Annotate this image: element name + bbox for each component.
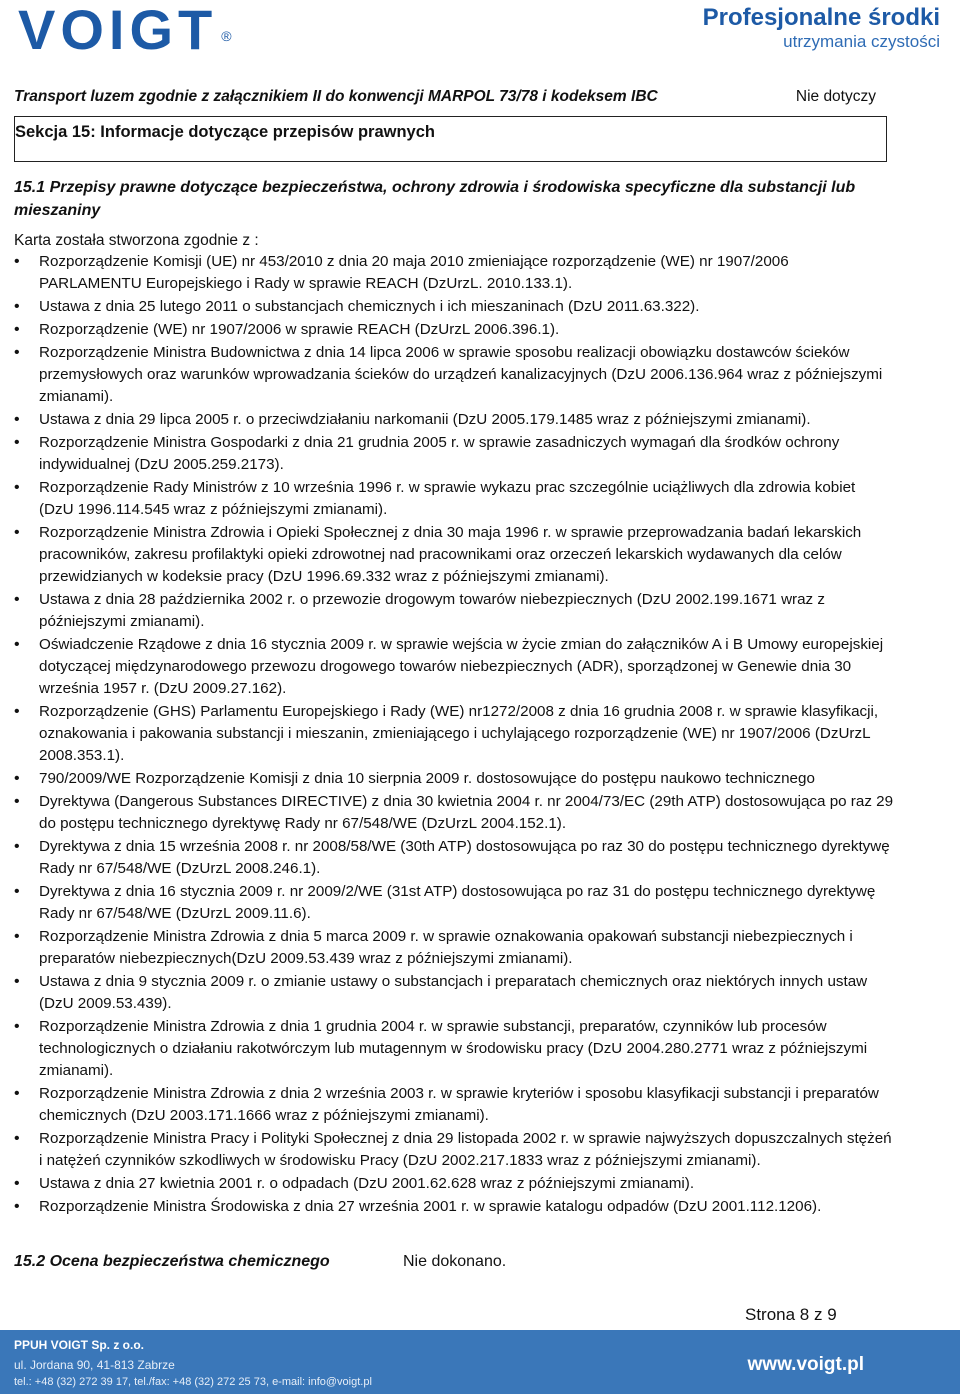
- footer-company: PPUH VOIGT Sp. z o.o.: [14, 1338, 145, 1352]
- transport-value: Nie dotyczy: [795, 88, 876, 105]
- list-item: • Ustawa z dnia 29 lipca 2005 r. o przeciwdziałaniu narkomanii (DzU 2005.179.1485 wraz z późniejszymi zmianami).: [14, 409, 894, 431]
- section-15-title: Sekcja 15: Informacje dotyczące przepisów prawnych: [15, 123, 435, 141]
- document-footer: [0, 1330, 960, 1394]
- footer-address: ul. Jordana 90, 41-813 Zabrze: [14, 1358, 175, 1372]
- logo-text: VOIGT: [18, 0, 218, 61]
- list-item: • Rozporządzenie Ministra Gospodarki z dnia 21 grudnia 2005 r. w sprawie zasadniczych wymagań dla środków ochrony indywidualnej (DzU 2005.259.2173).: [14, 432, 894, 476]
- subsection-15-2: [14, 1253, 507, 1271]
- list-item: • Rozporządzenie Ministra Środowiska z dnia 27 września 2001 r. w sprawie katalogu odpadów (DzU 2001.112.1206).: [14, 1196, 894, 1218]
- list-item: • Oświadczenie Rządowe z dnia 16 stycznia 2009 r. w sprawie wejścia w życie zmian do załączników A i B Umowy europejskiej dotyczącej międzynarodowego przewozu drogowego towarów niebezpiecznych (ADR), sporządzonej w Genewie dnia 30 września 1957 r. (DzU 2009.27.162).: [14, 634, 894, 700]
- list-item: • Dyrektywa (Dangerous Substances DIRECTIVE) z dnia 30 kwietnia 2004 r. nr 2004/73/EC (29th ATP) dostosowująca po raz 29 do postępu technicznego dyrektywę Rady nr 67/548/WE (DzUrzL 2004.152.1).: [14, 791, 894, 835]
- list-item: • Dyrektywa z dnia 16 stycznia 2009 r. nr 2009/2/WE (31st ATP) dostosowująca po raz 31 do postępu technicznego dyrektywę Rady nr 67/548/WE (DzUrzL 2009.11.6).: [14, 881, 894, 925]
- footer-website-link[interactable]: www.voigt.pl: [747, 1354, 864, 1375]
- header-slogan: [703, 4, 940, 52]
- registered-mark: ®: [221, 28, 232, 44]
- list-item: • Rozporządzenie Rady Ministrów z 10 września 1996 r. w sprawie wykazu prac szczególnie uciążliwych dla zdrowia kobiet (DzU 1996.114.545 wraz z późniejszymi zmianami).: [14, 477, 894, 521]
- list-item: • Ustawa z dnia 9 stycznia 2009 r. o zmianie ustawy o substancjach i preparatach chemicznych oraz niektórych innych ustaw (DzU 2009.53.439).: [14, 971, 894, 1015]
- list-item: • Rozporządzenie Ministra Budownictwa z dnia 14 lipca 2006 w sprawie sposobu realizacji obowiązku dostawców ścieków przemysłowych oraz warunków wprowadzania ścieków do urządzeń kanalizacyjnych (DzU 2006.136.964 wraz z późniejszymi zmianami).: [14, 342, 894, 408]
- list-item: • Rozporządzenie Ministra Pracy i Polityki Społecznej z dnia 29 listopada 2002 r. w sprawie najwyższych dopuszczalnych stężeń i natężeń czynników szkodliwych w środowisku Pracy (DzU 2002.217.1833 wraz z późniejszymi zmianami).: [14, 1128, 894, 1172]
- list-item: • Rozporządzenie Ministra Zdrowia z dnia 2 września 2003 r. w sprawie kryteriów i sposobu klasyfikacji substancji i preparatów chemicznych (DzU 2003.171.1666 wraz z późniejszymi zmianami).: [14, 1083, 894, 1127]
- intro-text: Karta została stworzona zgodnie z :: [14, 232, 259, 249]
- list-item: • 790/2009/WE Rozporządzenie Komisji z dnia 10 sierpnia 2009 r. dostosowujące do postępu naukowo technicznego: [14, 768, 894, 790]
- subsection-15-2-value: Nie dokonano.: [403, 1253, 507, 1270]
- list-item: • Rozporządzenie Ministra Zdrowia i Opieki Społecznej z dnia 30 maja 1996 r. w sprawie przeprowadzania badań lekarskich pracowników, zakresu profilaktyki opieki zdrowotnej nad pracownikami oraz orzeczeń lekarskich wydawanych dla celów przewidzianych w kodeksie pracy (DzU 1996.69.332 wraz z późniejszymi zmianami).: [14, 522, 894, 588]
- list-item: • Rozporządzenie Komisji (UE) nr 453/2010 z dnia 20 maja 2010 zmieniające rozporządzenie (WE) nr 1907/2006 PARLAMENTU Europejskiego i Rady w sprawie REACH (DzUrzL. 2010.133.1).: [14, 251, 894, 295]
- list-item: • Rozporządzenie (GHS) Parlamentu Europejskiego i Rady (WE) nr1272/2008 z dnia 16 grudnia 2008 r. w sprawie klasyfikacji, oznakowania i pakowania substancji i mieszanin, zmieniającego i uchylającego rozporządzenie (WE) nr 1907/2006 (DzUrzL 2008.353.1).: [14, 701, 894, 767]
- list-item: • Ustawa z dnia 28 października 2002 r. o przewozie drogowym towarów niebezpiecznych (DzU 2002.199.1671 wraz z późniejszymi zmianami).: [14, 589, 894, 633]
- list-item: • Ustawa z dnia 25 lutego 2011 o substancjach chemicznych i ich mieszaninach (DzU 2011.63.322).: [14, 296, 894, 318]
- subsection-15-2-title: 15.2 Ocena bezpieczeństwa chemicznego: [14, 1253, 330, 1270]
- slogan-line-2: utrzymania czystości: [783, 32, 940, 51]
- page-number: Strona 8 z 9: [745, 1305, 837, 1324]
- list-item: • Rozporządzenie (WE) nr 1907/2006 w sprawie REACH (DzUrzL 2006.396.1).: [14, 319, 894, 341]
- transport-label: Transport luzem zgodnie z załącznikiem II do konwencji MARPOL 73/78 i kodeksem IBC: [14, 88, 658, 105]
- footer-contact: tel.: +48 (32) 272 39 17, tel./fax: +48 (32) 272 25 73, e-mail: info@voigt.pl: [14, 1376, 372, 1388]
- regulations-list: [14, 251, 894, 1219]
- list-item: • Rozporządzenie Ministra Zdrowia z dnia 5 marca 2009 r. w sprawie oznakowania opakowań substancji niebezpiecznych i preparatów niebezpiecznych(DzU 2009.53.439 wraz z późniejszymi zmianami).: [14, 926, 894, 970]
- list-item: • Ustawa z dnia 27 kwietnia 2001 r. o odpadach (DzU 2001.62.628 wraz z późniejszymi zmianami).: [14, 1173, 894, 1195]
- list-item: • Rozporządzenie Ministra Zdrowia z dnia 1 grudnia 2004 r. w sprawie substancji, preparatów, czynników lub procesów technologicznych o działaniu rakotwórczym lub mutagennym w środowisku pracy (DzU 2004.280.2771 wraz z późniejszymi zmianami).: [14, 1016, 894, 1082]
- subsection-15-1-title: 15.1 Przepisy prawne dotyczące bezpieczeństwa, ochrony zdrowia i środowiska specyficzne dla substancji lub mieszaniny: [14, 179, 856, 219]
- transport-row: [14, 88, 876, 106]
- voigt-logo: [18, 0, 232, 61]
- document-header: [0, 0, 960, 60]
- slogan-line-1: Profesjonalne środki: [702, 4, 940, 31]
- list-item: • Dyrektywa z dnia 15 września 2008 r. nr 2008/58/WE (30th ATP) dostosowująca po raz 30 do postępu technicznego dyrektywę Rady nr 67/548/WE (DzUrzL 2008.246.1).: [14, 836, 894, 880]
- section-15-header: [14, 116, 887, 162]
